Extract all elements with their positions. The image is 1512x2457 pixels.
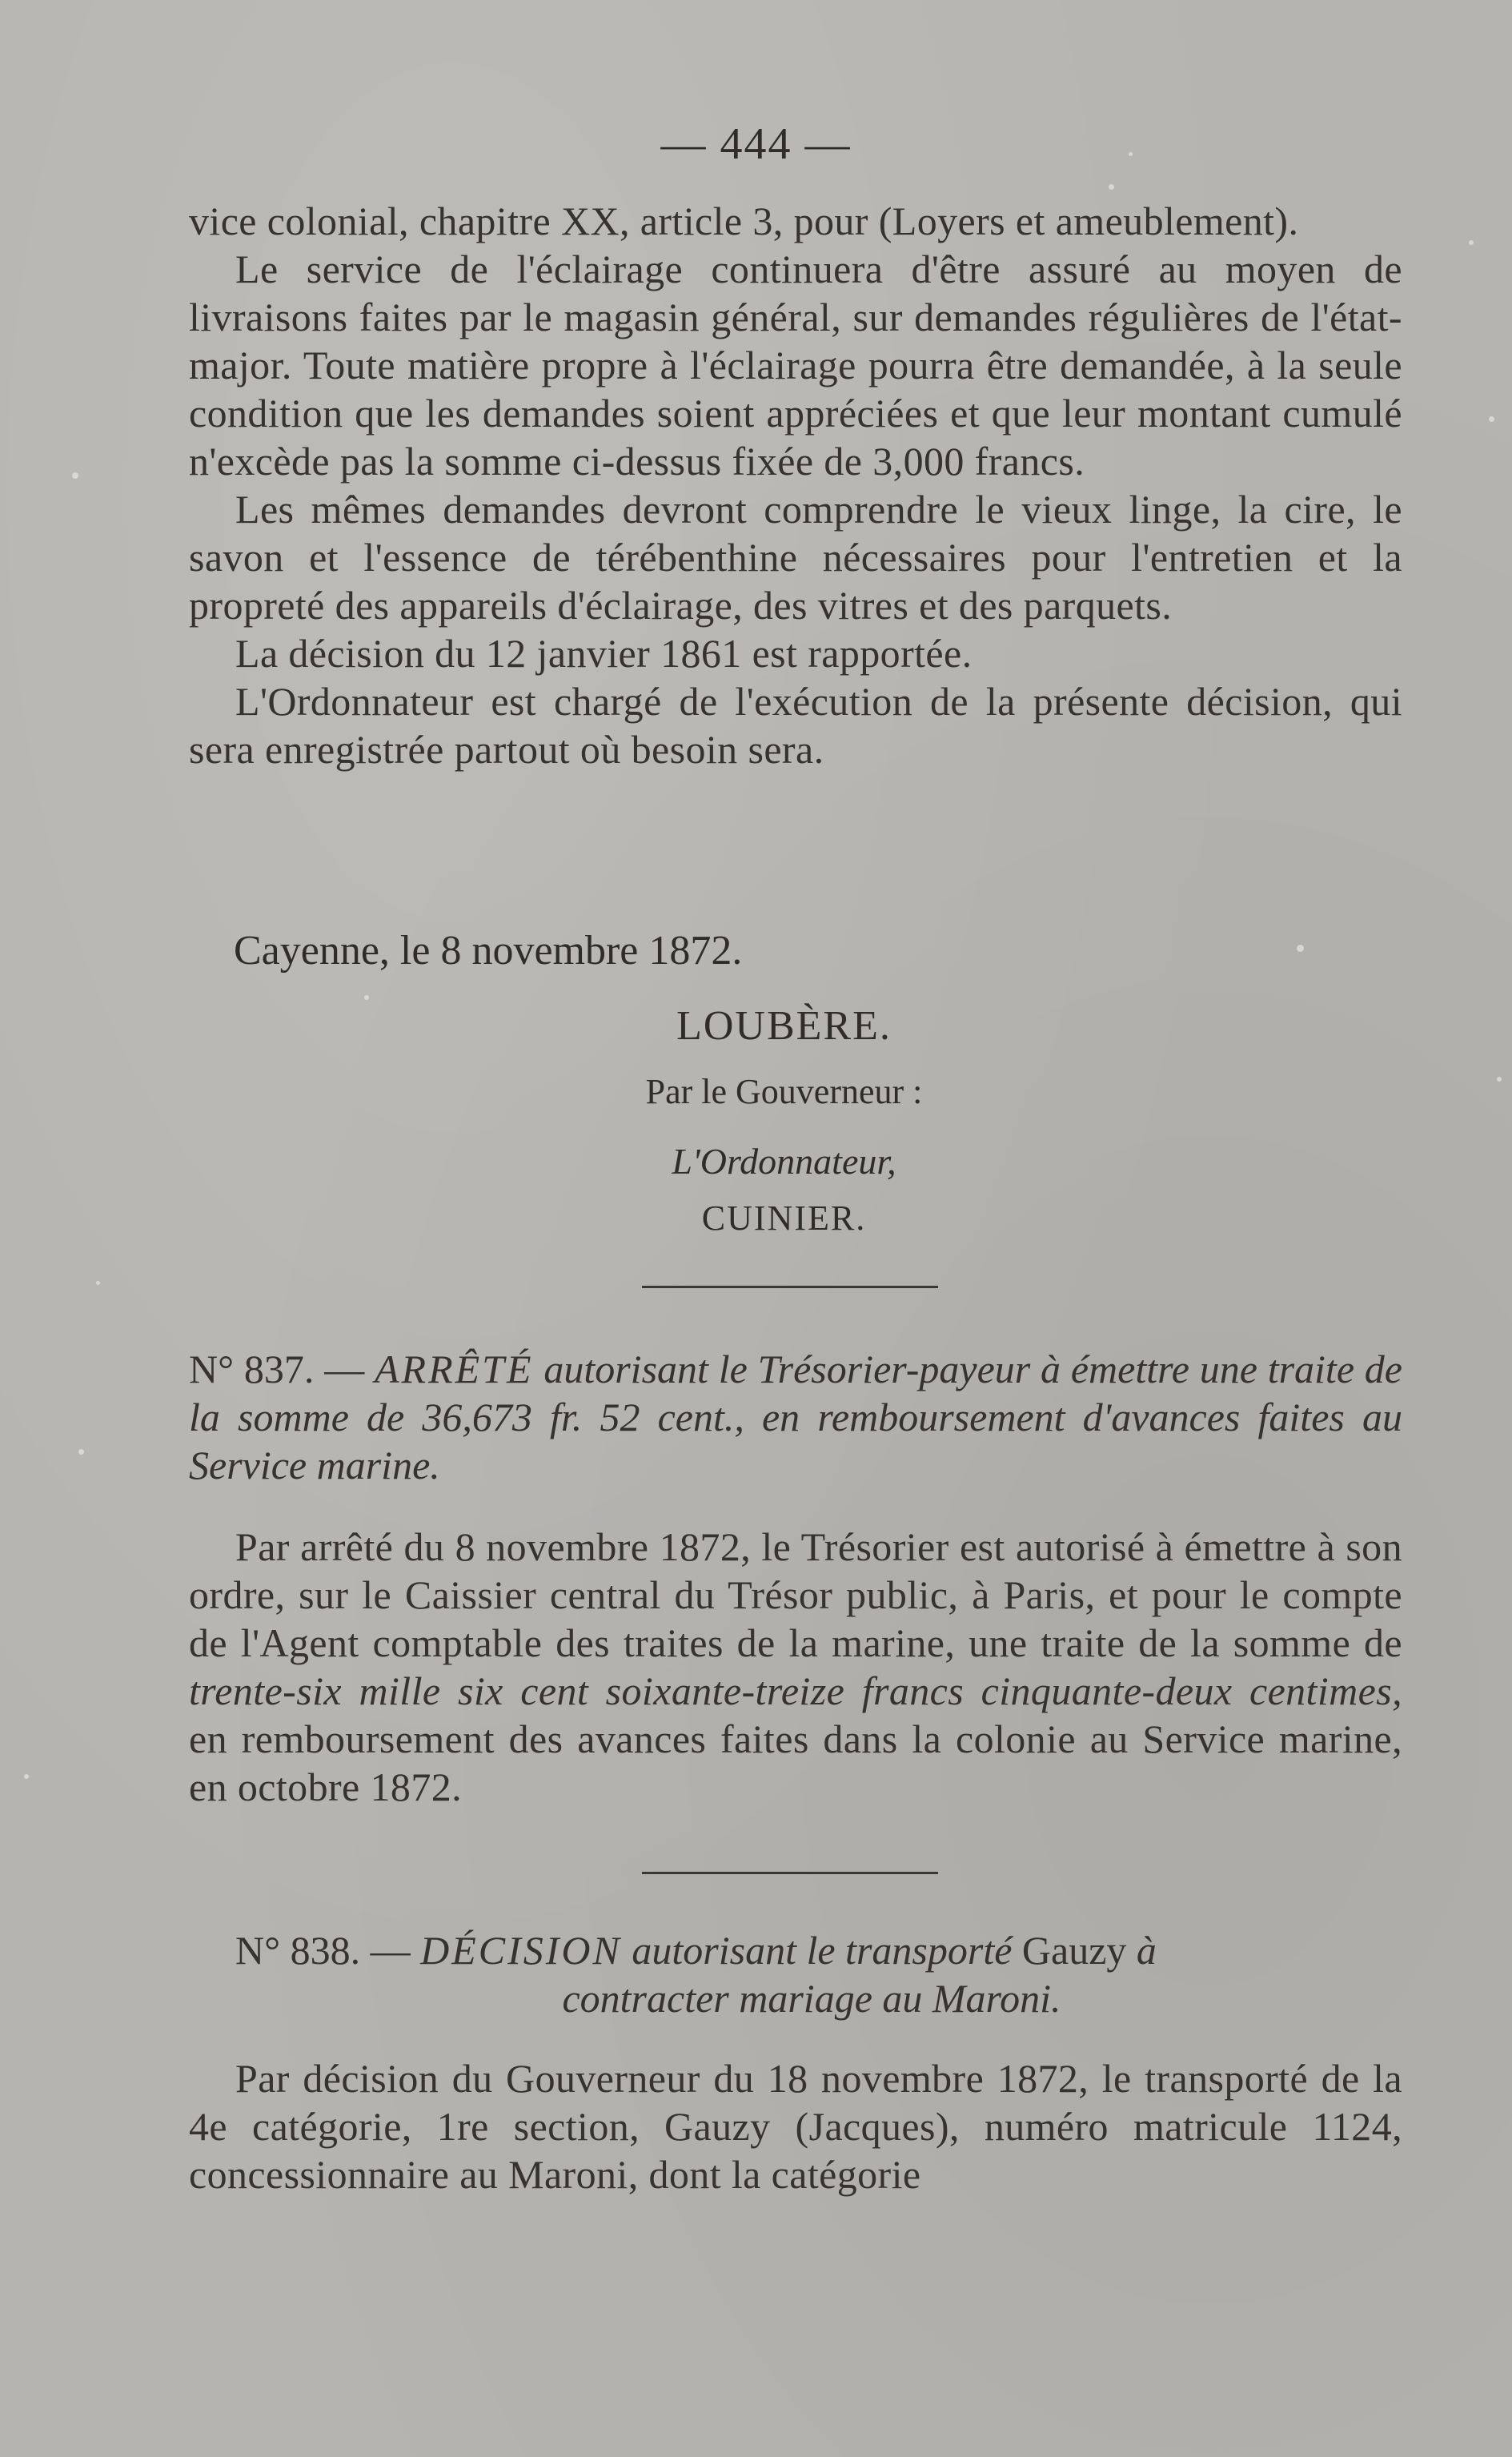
item-type: DÉCISION xyxy=(420,1928,622,1973)
paragraph: Le service de l'éclairage continuera d'être assuré au moyen de livraisons faites par le magasin général, sur demandes régulières de l'état-major. Toute matière propre à l'éclairage pourra être demandée, à la seule condition que les demandes soient appréciées et que leur montant cumulé n'excède pas la somme ci-dessus fixée de 3,000 francs. xyxy=(189,247,1402,484)
item-number: N° 838. — xyxy=(235,1928,411,1973)
separator-rule xyxy=(642,1286,938,1288)
paragraph: La décision du 12 janvier 1861 est rapportée. xyxy=(235,631,973,676)
item-title: autorisant le transporté xyxy=(632,1928,1013,1973)
item-837-body xyxy=(189,1523,1402,1811)
item-title: à xyxy=(1136,1928,1157,1973)
item-number: N° 837. — xyxy=(189,1347,365,1391)
paragraph: Par décision du Gouverneur du 18 novembre 1872, le transporté de la 4e catégorie, 1re section, Gauzy (Jacques), numéro matricule 1124, concessionnaire au Maroni, dont la catégorie xyxy=(189,2056,1402,2197)
item-837-heading xyxy=(189,1345,1402,1489)
decision-continuation xyxy=(189,197,1402,773)
paragraph: Les mêmes demandes devront comprendre le vieux linge, la cire, le savon et l'essence de térébenthine nécessaires pour l'entretien et la propreté des appareils d'éclairage, des vitres et des parquets. xyxy=(189,487,1402,628)
signature-by: Par le Gouverneur : xyxy=(645,1072,923,1111)
item-title: autorisant le Trésorier-payeur à émettre une traite de la somme de 36,673 fr. 52 cent., en remboursement d'avances faites au Service marine. xyxy=(189,1347,1403,1487)
separator-rule xyxy=(642,1872,938,1874)
body-text: Par arrêté du 8 novembre 1872, le Trésorier est autorisé à émettre à son ordre, sur le Caissier central du Trésor public, à Paris, et pour le compte de l'Agent comptable des traites de la marine, une traite de la somme de xyxy=(189,1524,1402,1665)
item-838-heading xyxy=(189,1926,1402,2022)
signature-name-2: CUINIER. xyxy=(701,1198,867,1238)
item-838-body xyxy=(189,2054,1402,2198)
amount-in-words: trente-six mille six cent soixante-treize francs cinquante-deux centimes, xyxy=(189,1668,1402,1713)
paragraph: vice colonial, chapitre XX, article 3, pour (Loyers et ameublement). xyxy=(189,199,1299,243)
date-line: Cayenne, le 8 novembre 1872. xyxy=(234,928,743,974)
paragraph: L'Ordonnateur est chargé de l'exécution de la présente décision, qui sera enregistrée partout où besoin sera. xyxy=(189,679,1402,772)
page-number: — 444 — xyxy=(660,119,852,169)
item-title-line-2: contracter mariage au Maroni. xyxy=(562,1976,1061,2021)
body-text: en remboursement des avances faites dans la colonie au Service marine, en octobre 1872. xyxy=(189,1716,1402,1809)
signature-role: L'Ordonnateur, xyxy=(672,1141,896,1182)
item-type: ARRÊTÉ xyxy=(375,1347,534,1391)
item-name: Gauzy xyxy=(1021,1928,1127,1973)
signature-name: LOUBÈRE. xyxy=(676,1003,892,1049)
